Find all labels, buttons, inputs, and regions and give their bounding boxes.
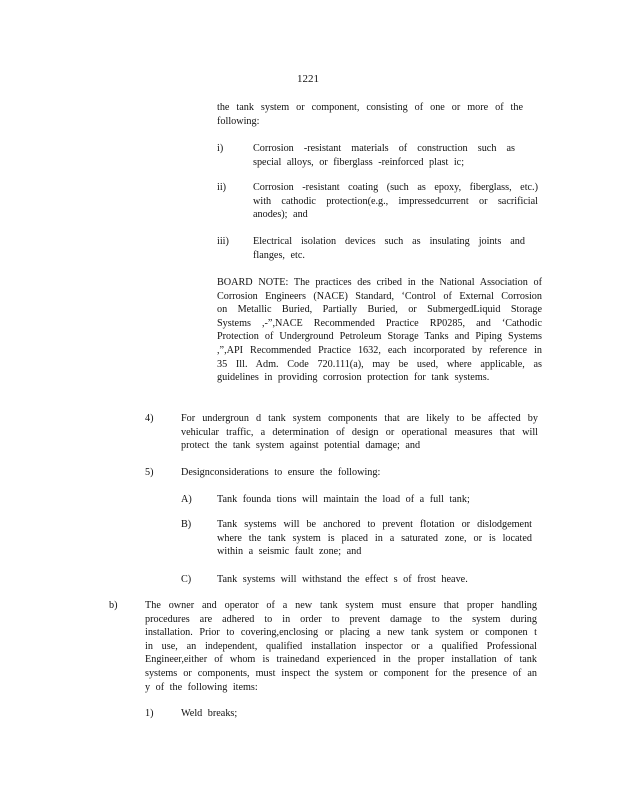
item-5-label: 5)	[145, 467, 154, 478]
item-4-text: For undergroun d tank system components that are likely to be affected by vehicular traffic, a determination of design or operational measures that will protect the tank system against potential damage; and	[181, 413, 538, 452]
item-5-text: Designconsiderations to ensure the following:	[181, 467, 381, 478]
item-ii-text: Corrosion -resistant coating (such as epoxy, fiberglass, etc.) with cathodic protection(e.g., impressedcurrent or sacrificial anodes); and	[253, 182, 538, 221]
item-ii-label: ii)	[217, 182, 227, 193]
item-B-label: B)	[181, 519, 192, 530]
item-B-text: Tank systems will be anchored to prevent flotation or dislodgement where the tank system is placed in a saturated zone, or is located within a seismic fault zone; and	[217, 519, 532, 558]
item-1-text: Weld breaks;	[181, 708, 238, 719]
item-b-label: b)	[109, 600, 118, 611]
item-C-label: C)	[181, 574, 192, 585]
item-b-text: The owner and operator of a new tank system must ensure that proper handling procedures are adhered to in order to prevent damage to the system during installation. Prior to covering,enclosing or placing a new tank system or componen t in use, an independent, qualified installation inspector or a qualified Professional Engineer,either of whom is trainedand experienced in the proper installation of tank systems or components, must inspect the system or component for the presence of an y of the following items:	[145, 600, 537, 693]
item-A-text: Tank founda tions will maintain the load of a full tank;	[217, 494, 470, 505]
item-iii-text: Electrical isolation devices such as insulating joints and flanges, etc.	[253, 236, 525, 261]
item-i-label: i)	[217, 143, 224, 154]
board-note: BOARD NOTE: The practices des cribed in the National Association of Corrosion Engineers (NACE) Standard, ‘Control of External Corrosion on Metallic Buried, Partially Buried, or SubmergedLiquid Storage Systems ,-”,NACE Recommended Practice RP0285, and ‘Cathodic Protection of Underground Petroleum Storage Tanks and Piping Systems ,”,API Recommended Practice 1632, each incorporated by reference in 35 Ill. Adm. Code 720.111(a), may be used, where applicable, as guidelines in providing corrosion protection for tank systems.	[217, 277, 542, 384]
intro-paragraph: the tank system or component, consisting of one or more of the following:	[217, 102, 523, 127]
page-number: 1221	[297, 73, 319, 85]
item-iii-label: iii)	[217, 236, 229, 247]
item-1-label: 1)	[145, 708, 154, 719]
item-C-text: Tank systems will withstand the effect s of frost heave.	[217, 574, 468, 585]
item-A-label: A)	[181, 494, 192, 505]
item-i-text: Corrosion -resistant materials of construction such as special alloys, or fiberglass -reinforced plast ic;	[253, 143, 515, 168]
item-4-label: 4)	[145, 413, 154, 424]
